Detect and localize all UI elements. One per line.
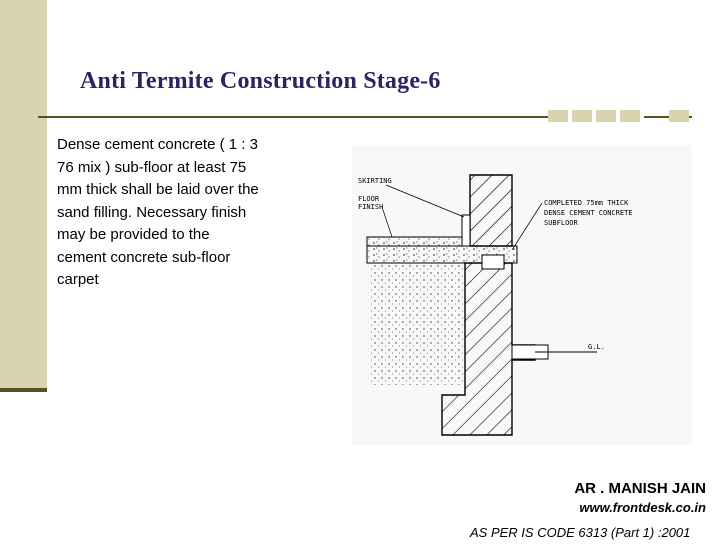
label-floor: FLOOR [358, 195, 380, 203]
left-accent-band [0, 0, 47, 388]
plinth-step [482, 255, 504, 269]
body-line: mm thick shall be laid over the [57, 181, 259, 198]
sand-filling [370, 263, 465, 385]
body-line: sand filling. Necessary finish [57, 203, 247, 221]
floor-finish-layer [367, 237, 467, 246]
section-drawing-svg [352, 145, 692, 445]
label-skirting: SKIRTING [358, 177, 392, 185]
author-name: AR . MANISH JAIN [574, 480, 706, 497]
label-ground-level: G.L. [588, 343, 605, 351]
code-reference: AS PER IS CODE 6313 (Part 1) :2001 [470, 525, 691, 540]
decorative-block [596, 110, 616, 122]
label-completed-1: COMPLETED 75mm THICK [544, 199, 629, 207]
author-block [574, 479, 706, 517]
body-line: carpet [57, 271, 99, 288]
label-completed-3: SUBFLOOR [544, 219, 578, 227]
wall-upper [470, 175, 512, 246]
author-website: www.frontdesk.co.in [579, 500, 706, 515]
left-accent-rule [0, 388, 47, 392]
skirting [462, 215, 470, 246]
decorative-block [669, 110, 689, 122]
body-line: Dense cement concrete ( 1 : 3 [57, 136, 258, 153]
decorative-block [572, 110, 592, 122]
decorative-block [620, 110, 640, 122]
body-text [57, 134, 317, 292]
body-line: 76 mix ) sub-floor at least 75 [57, 158, 247, 176]
label-finish: FINISH [358, 203, 384, 211]
label-completed-2: DENSE CEMENT CONCRETE [544, 209, 633, 217]
slide-title: Anti Termite Construction Stage-6 [80, 68, 441, 94]
title-underline [38, 116, 552, 118]
body-line: cement concrete sub-floor [57, 248, 231, 266]
decorative-block [548, 110, 568, 122]
body-line: may be provided to the [57, 226, 210, 243]
construction-section-drawing [352, 145, 692, 445]
